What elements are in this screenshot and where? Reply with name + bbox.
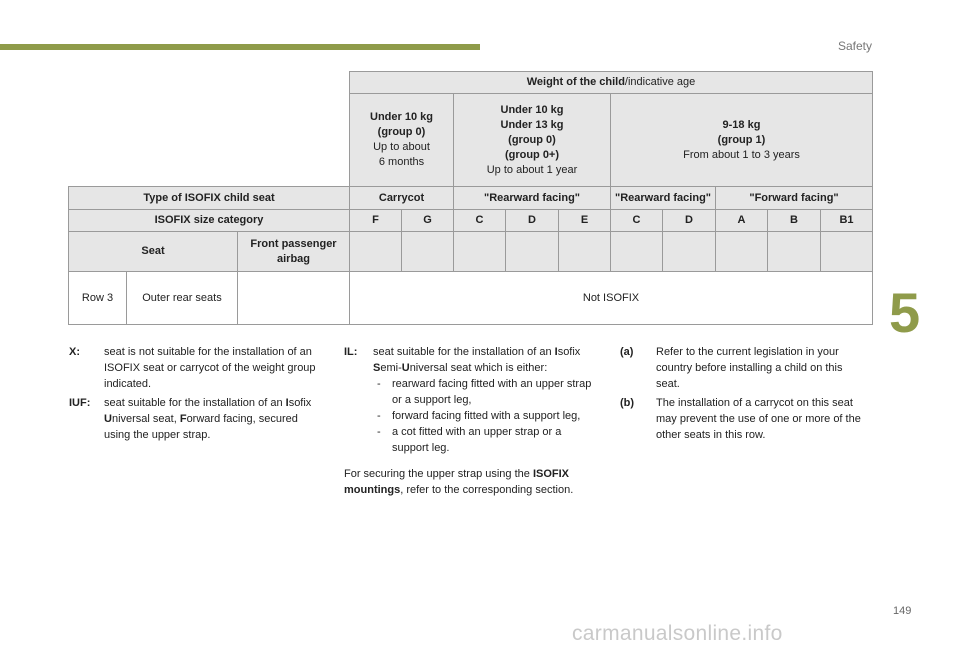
- note-il-key: IL:: [344, 346, 358, 358]
- note-iuf-part: niversal seat,: [111, 413, 180, 425]
- type-rearward-1: "Rearward facing": [453, 186, 611, 210]
- note-il-part: niversal seat which is either:: [409, 362, 548, 374]
- il-bullet: - rearward facing fitted with an upper strap or a support leg,: [373, 376, 600, 408]
- seat-label: Seat: [68, 231, 238, 272]
- size-B1: B1: [820, 209, 873, 232]
- seat-cell: [610, 231, 663, 272]
- group-0-line: 6 months: [378, 156, 425, 168]
- note-x-key: X:: [69, 346, 80, 358]
- note-iuf-part: F: [179, 413, 187, 425]
- note-iuf-lead: seat suitable for the installation of an: [104, 397, 283, 409]
- size-E: E: [558, 209, 611, 232]
- group-1-line: Up to about 1 year: [486, 163, 578, 176]
- row-label: Row 3: [68, 271, 127, 325]
- seat-cell: [662, 231, 716, 272]
- note-b-text: The installation of a carrycot on this seat may prevent the use of one or more of the other seats in this row.: [656, 397, 861, 441]
- note-iuf-part: U: [104, 413, 112, 425]
- il-bullet: - a cot fitted with an upper strap or a support leg.: [373, 424, 600, 456]
- note-iuf-part: sofix: [288, 397, 312, 409]
- seat-cell: [558, 231, 611, 272]
- note-il-part: sofix: [557, 346, 581, 358]
- watermark-text: carmanualsonline.info: [572, 622, 783, 645]
- type-forward-text: Forward facing: [754, 191, 834, 204]
- note-il: [344, 344, 600, 456]
- seat-cell: [453, 231, 506, 272]
- group-cell-0: [349, 93, 454, 187]
- seat-cell: [349, 231, 402, 272]
- type-rearward-2: "Rearward facing": [610, 186, 716, 210]
- size-G: G: [401, 209, 454, 232]
- securing-pre: For securing the upper strap using the: [344, 468, 533, 480]
- seat-cell: [820, 231, 873, 272]
- type-forward: "Forward facing": [715, 186, 873, 210]
- seat-cell: [767, 231, 821, 272]
- note-x-text: seat is not suitable for the installation of an ISOFIX seat or carrycot of the weight group indicated.: [104, 346, 316, 390]
- group-0-line: Under 10 kg: [370, 111, 433, 123]
- note-a-text: Refer to the current legislation in your country before installing a child on this seat.: [656, 346, 843, 390]
- note-il-part: U: [401, 362, 410, 374]
- note-iuf: [69, 395, 327, 443]
- il-bullet: - forward facing fitted with a support leg,: [373, 408, 600, 424]
- size-C2: C: [610, 209, 663, 232]
- note-iuf-key: IUF:: [69, 397, 91, 409]
- type-rearward-1-text: Rearward facing: [489, 191, 575, 204]
- il-bullet-list: [373, 376, 600, 456]
- header-accent-bar: [0, 44, 480, 50]
- group-2-line: 9-18 kg: [722, 118, 761, 131]
- group-2-line: (group 1): [717, 133, 766, 146]
- type-label: Type of ISOFIX child seat: [68, 186, 350, 210]
- securing-post: , refer to the corresponding section.: [400, 484, 574, 496]
- size-F: F: [349, 209, 402, 232]
- group-cell-2: [610, 93, 873, 187]
- size-label: ISOFIX size category: [68, 209, 350, 232]
- group-1-line: (group 0+): [504, 148, 560, 161]
- note-il-part: seat suitable for the installation of an: [373, 346, 555, 358]
- note-il-part: I: [554, 346, 558, 358]
- group-0-line: Up to about: [373, 141, 430, 153]
- seat-front-airbag: Front passenger airbag: [237, 231, 350, 272]
- group-1-line: Under 10 kg: [500, 103, 564, 116]
- group-cell-1: [453, 93, 611, 187]
- size-C: C: [453, 209, 506, 232]
- note-a-key: (a): [620, 346, 634, 358]
- note-iuf-text: [104, 395, 327, 443]
- weight-header: [349, 71, 873, 94]
- page-number: 149: [893, 605, 912, 617]
- seat-cell: [505, 231, 559, 272]
- note-a: [620, 344, 868, 392]
- note-securing: [344, 466, 600, 498]
- notes-column-2: [344, 344, 600, 501]
- notes-column-3: [620, 344, 868, 446]
- securing-bold: ISOFIX mountings: [344, 468, 570, 496]
- type-rearward-2-text: Rearward facing: [620, 191, 706, 204]
- seat-cell: [715, 231, 768, 272]
- type-carrycot: Carrycot: [349, 186, 454, 210]
- row-value: Not ISOFIX: [349, 271, 873, 325]
- section-title: Safety: [837, 39, 872, 53]
- group-2-line: From about 1 to 3 years: [683, 148, 800, 161]
- note-il-text: [373, 344, 600, 376]
- note-iuf-part: orward facing, secured using the upper strap.: [104, 413, 298, 441]
- note-il-part: S: [373, 362, 381, 374]
- size-A: A: [715, 209, 768, 232]
- size-D2: D: [662, 209, 716, 232]
- group-1-line: Under 13 kg: [500, 118, 564, 131]
- note-iuf-part: I: [285, 397, 289, 409]
- note-x: [69, 344, 327, 392]
- seat-cell: [401, 231, 454, 272]
- group-1-line: (group 0): [508, 133, 556, 146]
- notes-column-1: [69, 344, 327, 446]
- row-empty: [237, 271, 350, 325]
- row-seat: Outer rear seats: [126, 271, 238, 325]
- weight-header-bold: Weight of the child: [526, 76, 625, 88]
- size-D: D: [505, 209, 559, 232]
- note-b: [620, 395, 868, 443]
- note-b-key: (b): [620, 397, 635, 409]
- chapter-number: 5: [889, 281, 921, 344]
- group-0-line: (group 0): [377, 126, 426, 138]
- size-B: B: [767, 209, 821, 232]
- note-il-part: emi-: [380, 362, 402, 374]
- weight-header-rest: /indicative age: [624, 76, 696, 88]
